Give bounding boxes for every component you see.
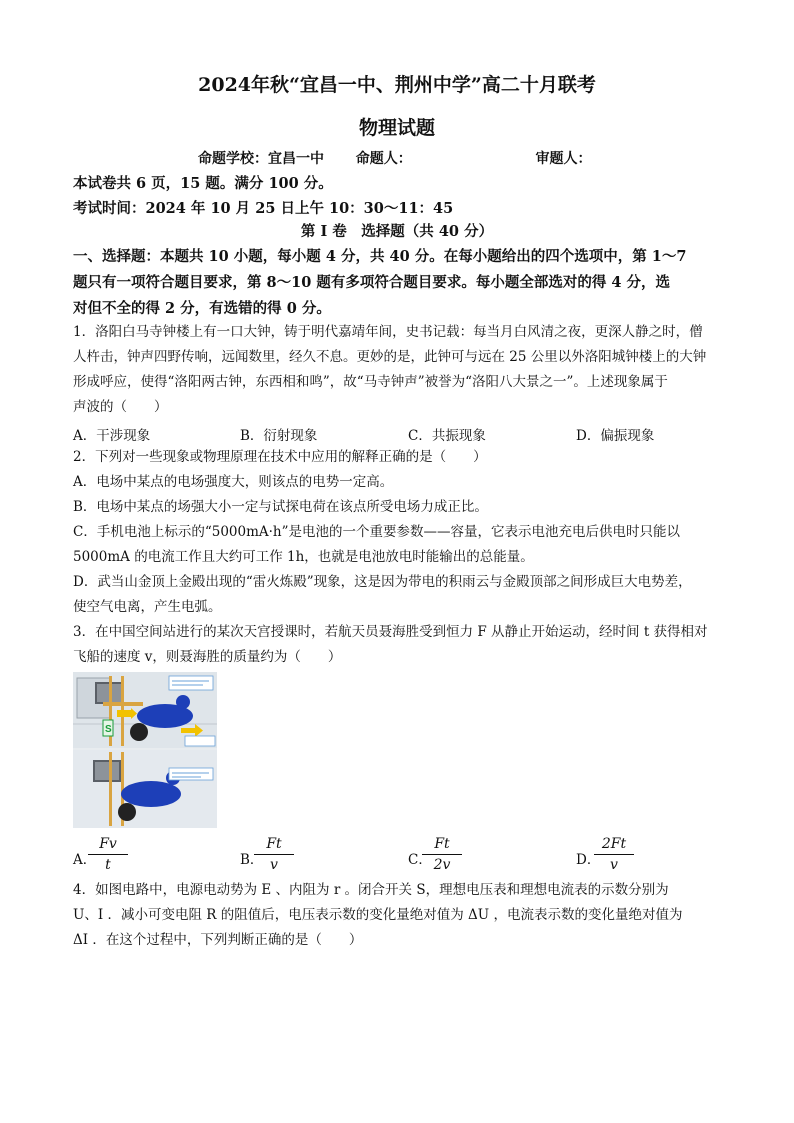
fraction-denominator: v xyxy=(610,857,618,873)
q1-line: 1．洛阳白马寺钟楼上有一口大钟，铸于明代嘉靖年间，史书记载：每当月白风清之夜，更深人静之时，僧 xyxy=(73,324,703,340)
q1-line: 人杵击，钟声四野传响，远闻数里，经久不息。更妙的是，此钟可与远在 25 公里以外洛阳城钟楼上的大钟 xyxy=(73,349,707,365)
q2-stem: 2．下列对一些现象或物理原理在技术中应用的解释正确的是（ ） xyxy=(73,449,487,465)
q3-line: 飞船的速度 v，则聂海胜的质量约为（ ） xyxy=(73,649,342,665)
q4-line: ΔI ．在这个过程中，下列判断正确的是（ ） xyxy=(73,932,363,948)
fraction-numerator: Ft xyxy=(422,836,462,855)
astronaut-figure xyxy=(73,672,217,828)
q2-option-b: B．电场中某点的场强大小一定与试探电荷在该点所受电场力成正比。 xyxy=(73,499,488,515)
q3-option-d-fraction xyxy=(594,836,634,873)
fraction-denominator: 2v xyxy=(433,857,451,873)
q1-option-b: B．衍射现象 xyxy=(240,428,318,444)
school-label: 命题学校：宜昌一中 xyxy=(198,151,324,167)
q1-option-d: D．偏振现象 xyxy=(576,428,655,444)
instruction-line: 对但不全的得 2 分，有选错的得 0 分。 xyxy=(73,300,331,317)
q3-option-b-fraction xyxy=(254,836,294,873)
figure-s-label: S xyxy=(105,724,112,735)
fraction-denominator: v xyxy=(270,857,278,873)
q1-option-a: A．干涉现象 xyxy=(73,428,151,444)
q3-option-a-fraction xyxy=(88,836,128,873)
q1-line: 声波的（ ） xyxy=(73,399,168,415)
instruction-line: 题只有一项符合题目要求，第 8～10 题有多项符合题目要求。每小题全部选对的得 4 分，选 xyxy=(73,274,671,291)
fraction-denominator: t xyxy=(105,857,111,873)
author-info xyxy=(198,148,592,168)
exam-subtitle: 物理试题 xyxy=(358,117,435,139)
q4-line: 4．如图电路中，电源电动势为 E 、内阻为 r 。闭合开关 S，理想电压表和理想电流表的示数分别为 xyxy=(73,882,669,898)
q3-line: 3．在中国空间站进行的某次天宫授课时，若航天员聂海胜受到恒力 F 从静止开始运动，经时间 t 获得相对 xyxy=(73,624,708,640)
q3-option-b-letter: B． xyxy=(240,852,264,868)
q3-option-d-letter: D． xyxy=(576,852,601,868)
intro-pages: 本试卷共 6 页，15 题。满分 100 分。 xyxy=(73,175,333,192)
q2-option-d-cont: 使空气电离，产生电弧。 xyxy=(73,599,222,615)
q3-option-c-fraction xyxy=(422,836,462,873)
q1-line: 形成呼应，使得“洛阳两古钟，东西相和鸣”，故“马寺钟声”被誉为“洛阳八大景之一”。上述现象属于 xyxy=(73,374,668,390)
fraction-numerator: 2Ft xyxy=(594,836,634,855)
q2-option-c-cont: 5000mA 的电流工作且大约可工作 1h，也就是电池放电时能输出的总能量。 xyxy=(73,549,534,565)
intro-time: 考试时间：2024 年 10 月 25 日上午 10：30～11：45 xyxy=(73,200,454,217)
fraction-numerator: Fv xyxy=(88,836,128,855)
q3-option-a-letter: A． xyxy=(73,852,97,868)
q2-option-d: D．武当山金顶上金殿出现的“雷火炼殿”现象，这是因为带电的积雨云与金殿顶部之间形成巨大电势差， xyxy=(73,574,692,590)
author-label: 命题人： xyxy=(355,151,412,167)
q1-option-c: C．共振现象 xyxy=(408,428,486,444)
fraction-numerator: Ft xyxy=(254,836,294,855)
instruction-line: 一、选择题：本题共 10 小题，每小题 4 分，共 40 分。在每小题给出的四个选项中，第 1～7 xyxy=(73,248,687,265)
section-heading: 第 I 卷 选择题（共 40 分） xyxy=(300,223,494,240)
reviewer-label: 审题人： xyxy=(535,151,592,167)
q4-line: U、I ．减小可变电阻 R 的阻值后，电压表示数的变化量绝对值为 ΔU ，电流表示数的变化量绝对值为 xyxy=(73,907,683,923)
q3-option-c-letter: C． xyxy=(408,852,432,868)
exam-title: 2024年秋“宜昌一中、荆州中学”高二十月联考 xyxy=(198,74,596,96)
q2-option-a: A．电场中某点的电场强度大，则该点的电势一定高。 xyxy=(73,474,394,490)
q2-option-c: C．手机电池上标示的“5000mA·h”是电池的一个重要参数——容量，它表示电池充电后供电时只能以 xyxy=(73,524,681,540)
